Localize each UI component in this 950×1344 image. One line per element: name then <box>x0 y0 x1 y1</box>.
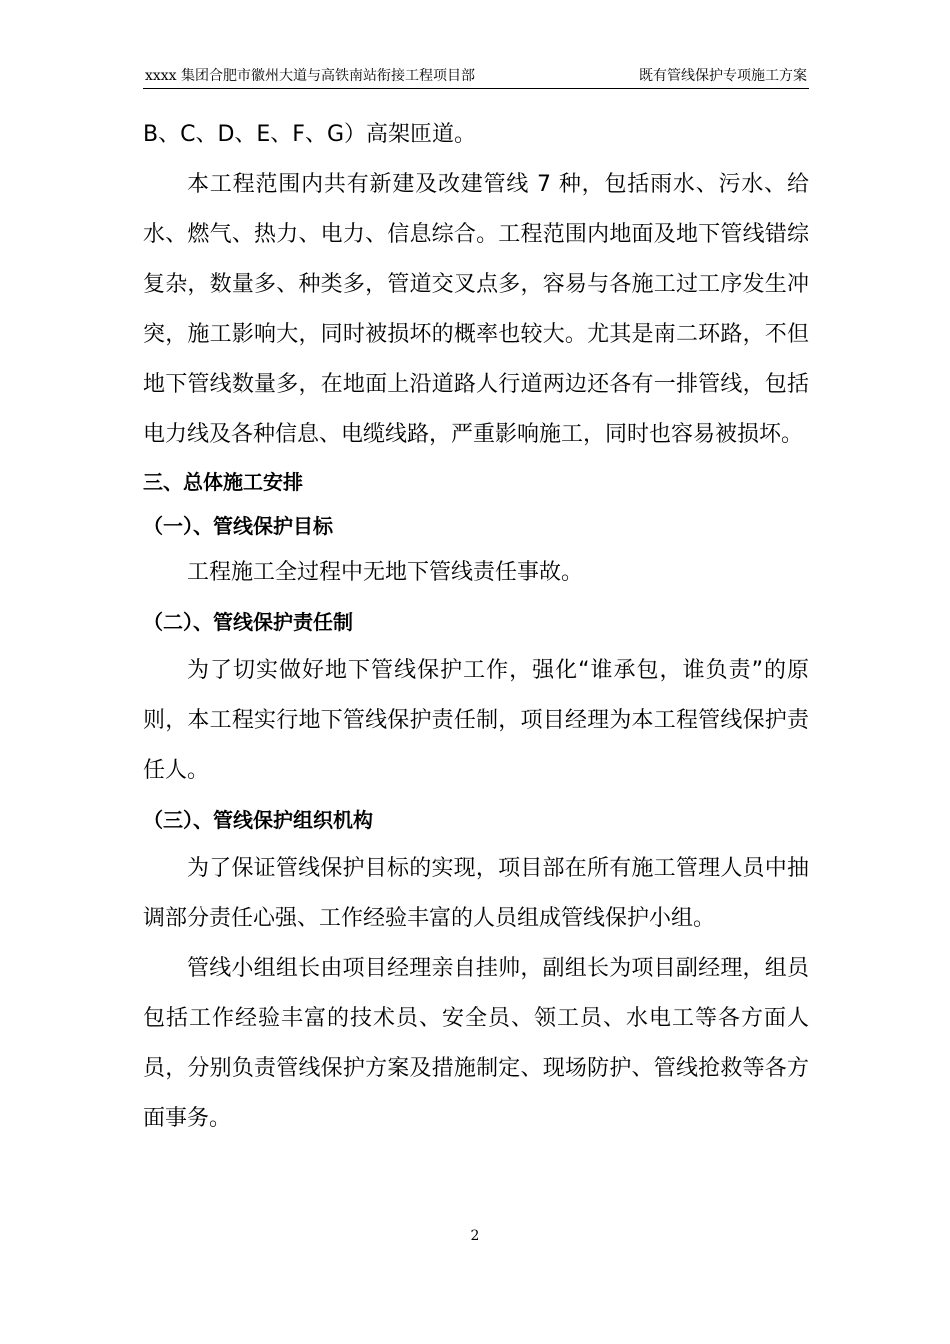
section-heading-overall-arrangement: 三、总体施工安排 <box>143 470 303 494</box>
subsection-heading-organization: （三）、管线保护组织机构 <box>143 808 373 832</box>
subsection-heading-responsibility: （二）、管线保护责任制 <box>143 610 353 634</box>
paragraph-organization: 为了保证管线保护目标的实现，项目部在所有施工管理人员中抽调部分责任心强、工作经验丰富的人员组成管线保护小组。 <box>143 856 809 931</box>
header-project-name: xxxx 集团合肥市徽州大道与高铁南站衔接工程项目部 <box>145 68 476 84</box>
header-document-title: 既有管线保护专项施工方案 <box>639 68 807 84</box>
document-body <box>143 110 809 1144</box>
paragraph-pipeline-overview: 本工程范围内共有新建及改建管线 7 种，包括雨水、污水、给水、燃气、热力、电力、信息综合。工程范围内地面及地下管线错综复杂，数量多、种类多，管道交叉点多，容易与各施工过工序发生冲突，施工影响大，同时被损坏的概率也较大。尤其是南二环路，不但地下管线数量多，在地面上沿道路人行道两边还各有一排管线，包括电力线及各种信息、电缆线路，严重影响施工，同时也容易被损坏。 <box>143 172 809 447</box>
paragraph-protection-goal: 工程施工全过程中无地下管线责任事故。 <box>187 560 584 585</box>
paragraph-continuation: B、C、D、E、F、G）高架匝道。 <box>143 122 476 147</box>
subsection-heading-protection-goal: （一）、管线保护目标 <box>143 514 333 538</box>
paragraph-responsibility: 为了切实做好地下管线保护工作，强化“谁承包，谁负责”的原则，本工程实行地下管线保护责任制，项目经理为本工程管线保护责任人。 <box>143 658 809 783</box>
page-number: 2 <box>470 1228 480 1244</box>
paragraph-team-composition: 管线小组组长由项目经理亲自挂帅，副组长为项目副经理，组员包括工作经验丰富的技术员、安全员、领工员、水电工等各方面人员，分别负责管线保护方案及措施制定、现场防护、管线抢救等各方面事务。 <box>143 956 809 1131</box>
page-header <box>143 66 809 89</box>
